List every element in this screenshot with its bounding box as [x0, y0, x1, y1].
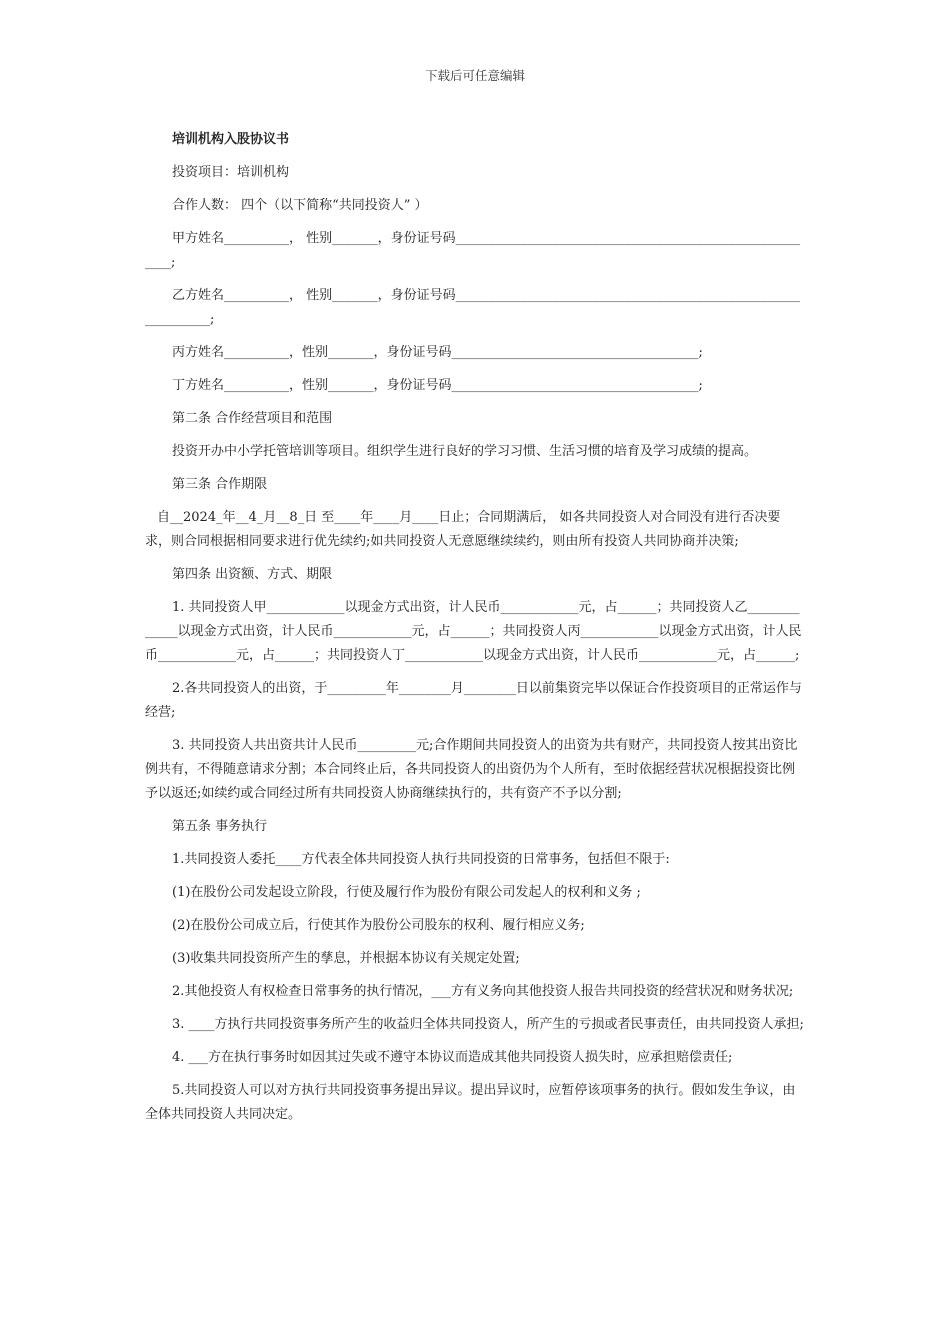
article-3-title: 第三条 合作期限: [172, 477, 268, 492]
article-5-clause-5: 5.共同投资人可以对方执行共同投资事务提出异议。提出异议时，应暂停该项事务的执行。假如发生争议，由全体共同投资人共同决定。: [145, 1083, 796, 1122]
article-5-clause-4: 4. ___方在执行事务时如因其过失或不遵守本协议而造成其他共同投资人损失时，应承担赔偿责任;: [172, 1050, 733, 1065]
article-5-item-1: (1)在股份公司发起设立阶段，行使及履行作为股份有限公司发起人的权利和义务 ;: [172, 885, 641, 900]
article-2-title: 第二条 合作经营项目和范围: [172, 411, 333, 426]
party-b-line: 乙方姓名__________， 性别_______，身份证号码_______________________________________________________________;: [145, 288, 801, 327]
article-5-title: 第五条 事务执行: [172, 819, 268, 834]
article-4-clause-3: 3. 共同投资人共出资共计人民币_________元;合作期间共同投资人的出资为共有财产，共同投资人按其出资比例共有，不得随意请求分割；本合同终止后，各共同投资人的出资仍为个人所有，至时依据经营状况根据投资比例予以返还;如续约或合同经过所有共同投资人协商继续执行的，共有资产不予以分割;: [145, 738, 798, 801]
article-3-body: 自__2024_年__4_月__8_日 至____年____月____日止；合同期满后， 如各共同投资人对合同没有进行否决要求，则合同根据相同要求进行优先续约;如共同投资人无意愿继续续约，则由所有投资人共同协商并决策;: [145, 510, 781, 549]
party-c-line: 丙方姓名__________，性别_______，身份证号码______________________________________;: [172, 345, 703, 360]
article-5-clause-1: 1.共同投资人委托____方代表全体共同投资人执行共同投资的日常事务，包括但不限于:: [172, 852, 670, 867]
article-2-body: 投资开办中小学托管培训等项目。组织学生进行良好的学习习惯、生活习惯的培育及学习成绩的提高。: [172, 444, 758, 459]
party-d-line: 丁方姓名__________，性别_______，身份证号码______________________________________;: [172, 378, 703, 393]
article-5-item-3: (3)收集共同投资所产生的孳息，并根据本协议有关规定处置;: [172, 951, 520, 966]
article-4-title: 第四条 出资额、方式、期限: [172, 567, 333, 582]
article-5-clause-3: 3. ____方执行共同投资事务所产生的收益归全体共同投资人，所产生的亏损或者民事责任，由共同投资人承担;: [172, 1017, 804, 1032]
party-a-line: 甲方姓名__________， 性别_______，身份证号码_________________________________________________________;: [145, 231, 801, 270]
agreement-document: [145, 128, 805, 1136]
article-5-clause-2: 2.其他投资人有权检查日常事务的执行情况，___方有义务向其他投资人报告共同投资的经营状况和财务状况;: [172, 984, 794, 999]
partners-line: 合作人数： 四个（以下简称“共同投资人” ）: [172, 198, 428, 213]
article-4-clause-2: 2.各共同投资人的出资，于_________年________月________日以前集资完毕以保证合作投资项目的正常运作与经营;: [145, 681, 802, 720]
document-title: 培训机构入股协议书: [172, 132, 290, 147]
article-5-item-2: (2)在股份公司成立后，行使其作为股份公司股东的权利、履行相应义务;: [172, 918, 585, 933]
article-4-clause-1: 1. 共同投资人甲____________以现金方式出资，计人民币____________元，占______；共同投资人乙_____________以现金方式出资，计人民币____________元，占______；共同投资人丙____________以现金方式出资，计人民币____________元，占______；共同投资人丁____________以现金方式出资，计人民币____________元，占______;: [145, 600, 802, 663]
page-header: 下载后可任意编辑: [424, 68, 525, 83]
project-line: 投资项目：培训机构: [172, 165, 290, 180]
